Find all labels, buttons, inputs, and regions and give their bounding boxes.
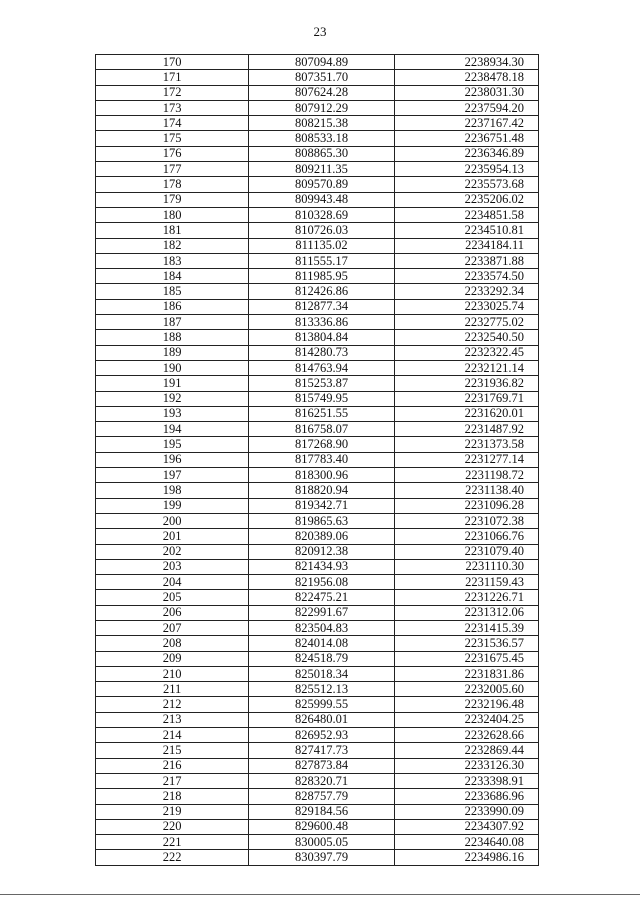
table-row	[96, 299, 539, 314]
table-row	[96, 360, 539, 375]
table-row	[96, 376, 539, 391]
point-number-cell: 184	[96, 269, 249, 284]
x-coordinate-cell: 809211.35	[249, 162, 394, 177]
x-coordinate-cell: 814763.94	[249, 360, 394, 375]
point-number-cell: 175	[96, 131, 249, 146]
x-coordinate-cell: 817268.90	[249, 437, 394, 452]
table-row	[96, 177, 539, 192]
y-coordinate-cell: 2233398.91	[394, 773, 538, 788]
y-coordinate-cell: 2231415.39	[394, 620, 538, 635]
point-number-cell: 192	[96, 391, 249, 406]
y-coordinate-cell: 2232540.50	[394, 330, 538, 345]
x-coordinate-cell: 821434.93	[249, 559, 394, 574]
point-number-cell: 174	[96, 116, 249, 131]
table-row	[96, 391, 539, 406]
point-number-cell: 199	[96, 498, 249, 513]
y-coordinate-cell: 2232121.14	[394, 360, 538, 375]
y-coordinate-cell: 2231198.72	[394, 468, 538, 483]
table-row	[96, 651, 539, 666]
table-row	[96, 682, 539, 697]
x-coordinate-cell: 809570.89	[249, 177, 394, 192]
x-coordinate-cell: 815749.95	[249, 391, 394, 406]
x-coordinate-cell: 826952.93	[249, 728, 394, 743]
x-coordinate-cell: 829184.56	[249, 804, 394, 819]
y-coordinate-cell: 2231831.86	[394, 666, 538, 681]
table-row	[96, 513, 539, 528]
point-number-cell: 180	[96, 207, 249, 222]
point-number-cell: 201	[96, 529, 249, 544]
y-coordinate-cell: 2235954.13	[394, 162, 538, 177]
table-row	[96, 330, 539, 345]
x-coordinate-cell: 819865.63	[249, 513, 394, 528]
x-coordinate-cell: 818820.94	[249, 483, 394, 498]
point-number-cell: 209	[96, 651, 249, 666]
point-number-cell: 214	[96, 728, 249, 743]
y-coordinate-cell: 2232404.25	[394, 712, 538, 727]
point-number-cell: 189	[96, 345, 249, 360]
point-number-cell: 211	[96, 682, 249, 697]
table-row	[96, 85, 539, 100]
y-coordinate-cell: 2234184.11	[394, 238, 538, 253]
point-number-cell: 221	[96, 835, 249, 850]
point-number-cell: 176	[96, 146, 249, 161]
y-coordinate-cell: 2236346.89	[394, 146, 538, 161]
x-coordinate-cell: 816251.55	[249, 406, 394, 421]
point-number-cell: 206	[96, 605, 249, 620]
y-coordinate-cell: 2231769.71	[394, 391, 538, 406]
table-row	[96, 773, 539, 788]
x-coordinate-cell: 820912.38	[249, 544, 394, 559]
point-number-cell: 181	[96, 223, 249, 238]
x-coordinate-cell: 825512.13	[249, 682, 394, 697]
x-coordinate-cell: 807912.29	[249, 100, 394, 115]
table-row	[96, 605, 539, 620]
x-coordinate-cell: 817783.40	[249, 452, 394, 467]
x-coordinate-cell: 812877.34	[249, 299, 394, 314]
y-coordinate-cell: 2232775.02	[394, 315, 538, 330]
table-row	[96, 345, 539, 360]
page-bottom-rule	[0, 894, 640, 895]
y-coordinate-cell: 2233686.96	[394, 789, 538, 804]
y-coordinate-cell: 2237594.20	[394, 100, 538, 115]
y-coordinate-cell: 2231277.14	[394, 452, 538, 467]
y-coordinate-cell: 2231159.43	[394, 575, 538, 590]
x-coordinate-cell: 811555.17	[249, 253, 394, 268]
x-coordinate-cell: 824518.79	[249, 651, 394, 666]
point-number-cell: 207	[96, 620, 249, 635]
table-row	[96, 636, 539, 651]
coordinates-table	[95, 54, 539, 866]
table-row	[96, 544, 539, 559]
table-row	[96, 529, 539, 544]
y-coordinate-cell: 2231079.40	[394, 544, 538, 559]
table-row	[96, 253, 539, 268]
y-coordinate-cell: 2231373.58	[394, 437, 538, 452]
y-coordinate-cell: 2237167.42	[394, 116, 538, 131]
table-row	[96, 666, 539, 681]
point-number-cell: 188	[96, 330, 249, 345]
table-row	[96, 55, 539, 70]
point-number-cell: 191	[96, 376, 249, 391]
x-coordinate-cell: 810726.03	[249, 223, 394, 238]
y-coordinate-cell: 2235206.02	[394, 192, 538, 207]
x-coordinate-cell: 811135.02	[249, 238, 394, 253]
y-coordinate-cell: 2234510.81	[394, 223, 538, 238]
point-number-cell: 219	[96, 804, 249, 819]
table-row	[96, 238, 539, 253]
y-coordinate-cell: 2233126.30	[394, 758, 538, 773]
x-coordinate-cell: 830005.05	[249, 835, 394, 850]
y-coordinate-cell: 2233871.88	[394, 253, 538, 268]
y-coordinate-cell: 2233574.50	[394, 269, 538, 284]
y-coordinate-cell: 2234307.92	[394, 819, 538, 834]
point-number-cell: 186	[96, 299, 249, 314]
y-coordinate-cell: 2234986.16	[394, 850, 538, 865]
table-row	[96, 70, 539, 85]
point-number-cell: 200	[96, 513, 249, 528]
x-coordinate-cell: 828320.71	[249, 773, 394, 788]
table-row	[96, 498, 539, 513]
y-coordinate-cell: 2233292.34	[394, 284, 538, 299]
x-coordinate-cell: 810328.69	[249, 207, 394, 222]
point-number-cell: 218	[96, 789, 249, 804]
x-coordinate-cell: 818300.96	[249, 468, 394, 483]
point-number-cell: 173	[96, 100, 249, 115]
y-coordinate-cell: 2235573.68	[394, 177, 538, 192]
x-coordinate-cell: 826480.01	[249, 712, 394, 727]
point-number-cell: 170	[96, 55, 249, 70]
y-coordinate-cell: 2233990.09	[394, 804, 538, 819]
y-coordinate-cell: 2234640.08	[394, 835, 538, 850]
table-row	[96, 146, 539, 161]
point-number-cell: 187	[96, 315, 249, 330]
y-coordinate-cell: 2231536.57	[394, 636, 538, 651]
table-row	[96, 315, 539, 330]
y-coordinate-cell: 2231487.92	[394, 422, 538, 437]
point-number-cell: 195	[96, 437, 249, 452]
y-coordinate-cell: 2238478.18	[394, 70, 538, 85]
y-coordinate-cell: 2231096.28	[394, 498, 538, 513]
x-coordinate-cell: 828757.79	[249, 789, 394, 804]
point-number-cell: 220	[96, 819, 249, 834]
table-row	[96, 575, 539, 590]
point-number-cell: 222	[96, 850, 249, 865]
y-coordinate-cell: 2231066.76	[394, 529, 538, 544]
table-row	[96, 452, 539, 467]
x-coordinate-cell: 809943.48	[249, 192, 394, 207]
table-row	[96, 819, 539, 834]
y-coordinate-cell: 2232628.66	[394, 728, 538, 743]
table-row	[96, 804, 539, 819]
x-coordinate-cell: 815253.87	[249, 376, 394, 391]
point-number-cell: 183	[96, 253, 249, 268]
x-coordinate-cell: 827417.73	[249, 743, 394, 758]
point-number-cell: 178	[96, 177, 249, 192]
x-coordinate-cell: 825018.34	[249, 666, 394, 681]
point-number-cell: 215	[96, 743, 249, 758]
table-row	[96, 697, 539, 712]
point-number-cell: 182	[96, 238, 249, 253]
table-row	[96, 131, 539, 146]
x-coordinate-cell: 808533.18	[249, 131, 394, 146]
x-coordinate-cell: 807351.70	[249, 70, 394, 85]
point-number-cell: 216	[96, 758, 249, 773]
table-row	[96, 559, 539, 574]
table-row	[96, 728, 539, 743]
table-row	[96, 223, 539, 238]
x-coordinate-cell: 830397.79	[249, 850, 394, 865]
x-coordinate-cell: 811985.95	[249, 269, 394, 284]
table-row	[96, 406, 539, 421]
x-coordinate-cell: 822991.67	[249, 605, 394, 620]
table-row	[96, 758, 539, 773]
table-row	[96, 116, 539, 131]
table-row	[96, 162, 539, 177]
table-row	[96, 789, 539, 804]
table-row	[96, 468, 539, 483]
point-number-cell: 212	[96, 697, 249, 712]
table-row	[96, 712, 539, 727]
point-number-cell: 193	[96, 406, 249, 421]
point-number-cell: 196	[96, 452, 249, 467]
y-coordinate-cell: 2231138.40	[394, 483, 538, 498]
x-coordinate-cell: 825999.55	[249, 697, 394, 712]
y-coordinate-cell: 2231072.38	[394, 513, 538, 528]
table-row	[96, 284, 539, 299]
x-coordinate-cell: 823504.83	[249, 620, 394, 635]
table-row	[96, 743, 539, 758]
y-coordinate-cell: 2232322.45	[394, 345, 538, 360]
x-coordinate-cell: 812426.86	[249, 284, 394, 299]
point-number-cell: 213	[96, 712, 249, 727]
y-coordinate-cell: 2231936.82	[394, 376, 538, 391]
table-row	[96, 269, 539, 284]
point-number-cell: 177	[96, 162, 249, 177]
y-coordinate-cell: 2233025.74	[394, 299, 538, 314]
point-number-cell: 172	[96, 85, 249, 100]
y-coordinate-cell: 2231620.01	[394, 406, 538, 421]
point-number-cell: 190	[96, 360, 249, 375]
point-number-cell: 217	[96, 773, 249, 788]
y-coordinate-cell: 2231675.45	[394, 651, 538, 666]
x-coordinate-cell: 808865.30	[249, 146, 394, 161]
coordinates-table-body	[96, 55, 539, 866]
x-coordinate-cell: 813336.86	[249, 315, 394, 330]
point-number-cell: 204	[96, 575, 249, 590]
point-number-cell: 194	[96, 422, 249, 437]
table-row	[96, 207, 539, 222]
table-row	[96, 100, 539, 115]
point-number-cell: 171	[96, 70, 249, 85]
y-coordinate-cell: 2234851.58	[394, 207, 538, 222]
table-row	[96, 483, 539, 498]
page-number: 23	[313, 24, 327, 39]
point-number-cell: 202	[96, 544, 249, 559]
point-number-cell: 179	[96, 192, 249, 207]
point-number-cell: 205	[96, 590, 249, 605]
table-row	[96, 422, 539, 437]
point-number-cell: 198	[96, 483, 249, 498]
x-coordinate-cell: 816758.07	[249, 422, 394, 437]
y-coordinate-cell: 2231312.06	[394, 605, 538, 620]
x-coordinate-cell: 814280.73	[249, 345, 394, 360]
table-row	[96, 192, 539, 207]
table-row	[96, 590, 539, 605]
x-coordinate-cell: 821956.08	[249, 575, 394, 590]
point-number-cell: 210	[96, 666, 249, 681]
x-coordinate-cell: 808215.38	[249, 116, 394, 131]
table-row	[96, 620, 539, 635]
y-coordinate-cell: 2232196.48	[394, 697, 538, 712]
point-number-cell: 185	[96, 284, 249, 299]
y-coordinate-cell: 2238031.30	[394, 85, 538, 100]
y-coordinate-cell: 2238934.30	[394, 55, 538, 70]
table-row	[96, 850, 539, 865]
y-coordinate-cell: 2236751.48	[394, 131, 538, 146]
x-coordinate-cell: 820389.06	[249, 529, 394, 544]
point-number-cell: 208	[96, 636, 249, 651]
x-coordinate-cell: 813804.84	[249, 330, 394, 345]
y-coordinate-cell: 2232005.60	[394, 682, 538, 697]
x-coordinate-cell: 822475.21	[249, 590, 394, 605]
point-number-cell: 203	[96, 559, 249, 574]
point-number-cell: 197	[96, 468, 249, 483]
x-coordinate-cell: 819342.71	[249, 498, 394, 513]
y-coordinate-cell: 2231226.71	[394, 590, 538, 605]
x-coordinate-cell: 824014.08	[249, 636, 394, 651]
x-coordinate-cell: 807094.89	[249, 55, 394, 70]
y-coordinate-cell: 2232869.44	[394, 743, 538, 758]
x-coordinate-cell: 829600.48	[249, 819, 394, 834]
y-coordinate-cell: 2231110.30	[394, 559, 538, 574]
x-coordinate-cell: 827873.84	[249, 758, 394, 773]
table-row	[96, 835, 539, 850]
x-coordinate-cell: 807624.28	[249, 85, 394, 100]
table-row	[96, 437, 539, 452]
